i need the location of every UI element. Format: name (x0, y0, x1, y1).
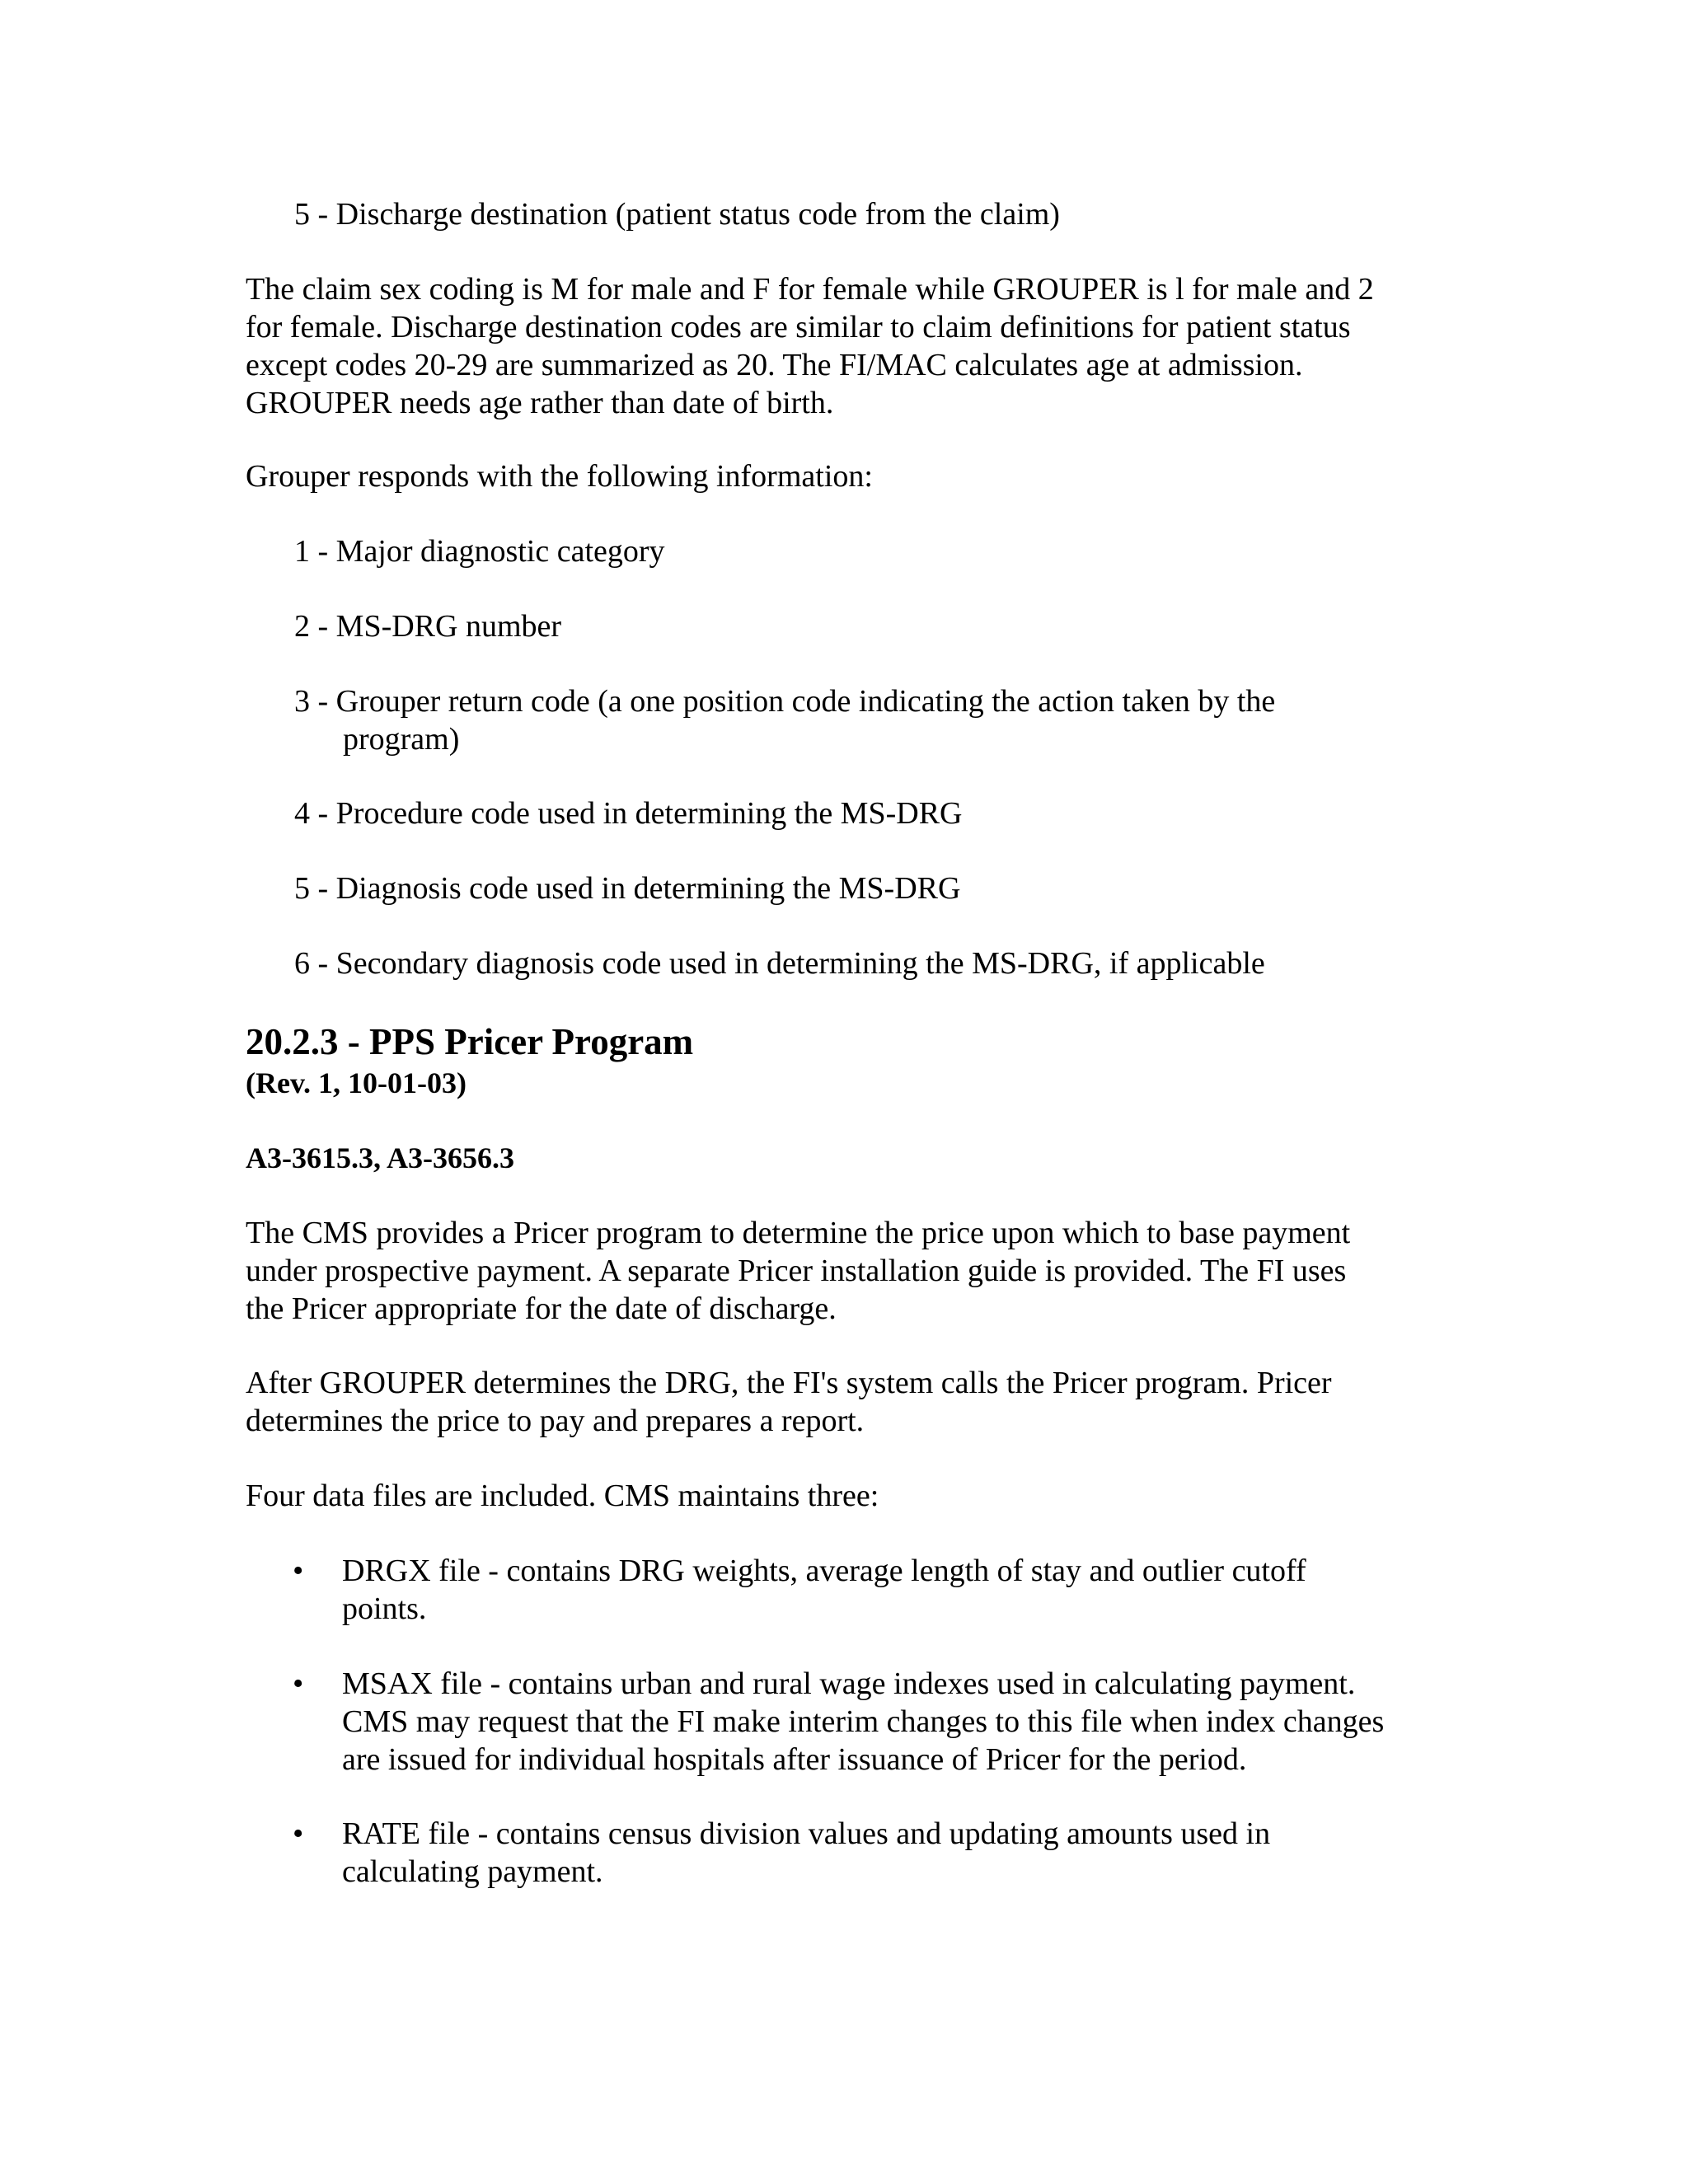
bullet-line: points. (342, 1591, 427, 1626)
item-continuation: program) (343, 722, 460, 757)
paragraph-line: determines the price to pay and prepares a report. (246, 1404, 865, 1438)
bullet-text (342, 1552, 1306, 1628)
item-text: 1 - Major diagnostic category (294, 534, 665, 569)
item-text: 2 - MS-DRG number (294, 609, 562, 644)
item-text: 5 - Diagnosis code used in determining the MS-DRG (294, 871, 961, 906)
cms-provides-paragraph (246, 1214, 1350, 1328)
section-heading: 20.2.3 - PPS Pricer Program (246, 1021, 694, 1062)
paragraph-text: Grouper responds with the following information: (246, 459, 873, 494)
section-revision: (Rev. 1, 10-01-03) (246, 1066, 467, 1099)
grouper-responds-paragraph (246, 457, 873, 495)
paragraph-line: The CMS provides a Pricer program to determine the price upon which to base payment (246, 1216, 1351, 1250)
paragraph-line: After GROUPER determines the DRG, the FI's system calls the Pricer program. Pricer (246, 1366, 1332, 1400)
bullet-text (342, 1665, 1384, 1779)
discharge-destination-item (294, 195, 1060, 233)
bullet-line: DRGX file - contains DRG weights, average length of stay and outlier cutoff (342, 1554, 1306, 1588)
grouper-item-6 (294, 944, 1265, 982)
paragraph-line: under prospective payment. A separate Pricer installation guide is provided. The FI uses (246, 1254, 1347, 1288)
item-text: 6 - Secondary diagnosis code used in determining the MS-DRG, if applicable (294, 946, 1265, 981)
paragraph-line: GROUPER needs age rather than date of birth. (246, 386, 834, 420)
bullet-line: calculating payment. (342, 1854, 603, 1889)
bullet-icon: • (293, 1666, 304, 1701)
bullet-icon: • (293, 1554, 304, 1588)
bullet-icon: • (293, 1816, 304, 1851)
paragraph-line: The claim sex coding is M for male and F for female while GROUPER is l for male and 2 (246, 272, 1374, 307)
item-text: 4 - Procedure code used in determining the MS-DRG (294, 796, 963, 831)
paragraph-line: except codes 20-29 are summarized as 20. The FI/MAC calculates age at admission. (246, 348, 1303, 382)
grouper-item-1 (294, 532, 665, 570)
after-grouper-paragraph (246, 1364, 1332, 1440)
item-text: 5 - Discharge destination (patient status code from the claim) (294, 197, 1060, 232)
bullet-line: CMS may request that the FI make interim changes to this file when index changes (342, 1704, 1385, 1739)
bullet-text (342, 1815, 1270, 1891)
sex-coding-paragraph (246, 270, 1374, 422)
paragraph-line: the Pricer appropriate for the date of discharge. (246, 1291, 837, 1326)
section-reference: A3-3615.3, A3-3656.3 (246, 1141, 514, 1174)
paragraph-text: Four data files are included. CMS maintains three: (246, 1479, 879, 1513)
grouper-item-2 (294, 607, 561, 645)
bullet-line: RATE file - contains census division values and updating amounts used in (342, 1816, 1271, 1851)
grouper-item-3 (294, 682, 1275, 758)
bullet-line: are issued for individual hospitals after issuance of Pricer for the period. (342, 1742, 1247, 1777)
item-text: 3 - Grouper return code (a one position code indicating the action taken by the (294, 684, 1276, 719)
bullet-line: MSAX file - contains urban and rural wage indexes used in calculating payment. (342, 1666, 1356, 1701)
grouper-item-5 (294, 869, 960, 907)
grouper-item-4 (294, 794, 963, 832)
four-files-paragraph (246, 1477, 879, 1515)
paragraph-line: for female. Discharge destination codes are similar to claim definitions for patient status (246, 310, 1351, 344)
